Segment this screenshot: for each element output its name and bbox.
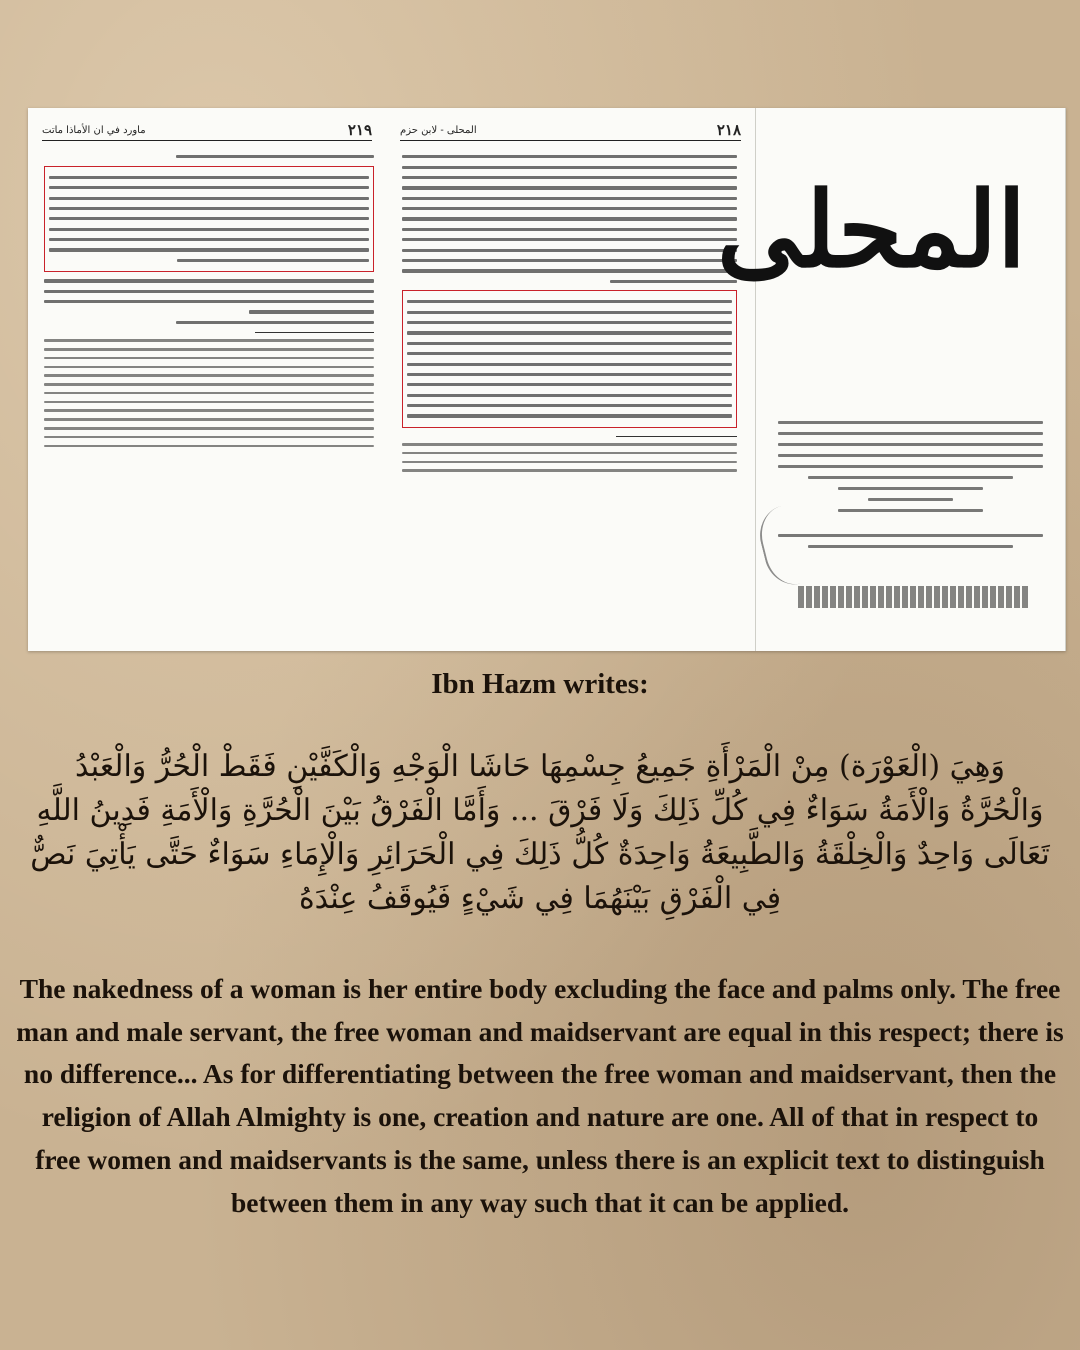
book-page-219: [28, 108, 386, 651]
page-number-219: ٢١٩: [347, 121, 372, 139]
book-title-calligraphy: المحلى: [717, 168, 1026, 291]
publisher-stamp: [798, 586, 1029, 608]
book-scan-image: [28, 108, 1066, 651]
highlighted-passage-219: [44, 166, 374, 273]
running-head-text-218: المحلى - لابن حزم: [400, 124, 477, 136]
caption: Ibn Hazm writes:: [431, 668, 649, 700]
highlighted-passage-218: [402, 290, 737, 428]
book-page-218: [386, 108, 756, 651]
footnotes-219: [44, 339, 374, 447]
running-head-218: [400, 120, 741, 141]
page-number-218: ٢١٨: [716, 121, 741, 139]
arabic-quote: وَهِيَ (الْعَوْرَة) مِنْ الْمَرْأَةِ جَمِيعُ جِسْمِهَا حَاشَا الْوَجْهِ وَالْكَفَّيْنِ فَقَطْ الْحُرُّ وَالْعَبْدُ وَالْحُرَّةُ وَالْأَمَةُ سَوَاءٌ فِي كُلِّ ذَلِكَ وَلَا فَرْقَ ... وَأَمَّا الْفَرْقُ بَيْنَ الْحُرَّةِ وَالْأَمَةِ فَدِينُ اللَّهِ تَعَالَى وَاحِدٌ وَالْخِلْقَةُ وَالطَّبِيعَةُ وَاحِدَةٌ كُلُّ ذَلِكَ فِي الْحَرَائِرِ وَالْإِمَاءِ سَوَاءٌ حَتَّى يَأْتِيَ نَصٌّ فِي الْفَرْقِ بَيْنَهُمَا فِي شَيْءٍ فَيُوقَفُ عِنْدَهُ: [30, 749, 1050, 916]
footnotes-218: [402, 443, 737, 472]
english-translation: The nakedness of a woman is her entire body excluding the face and palms only. The free man and male servant, the free woman and maidservant are equal in this respect; there is no difference... As for differentiating between the free woman and maidservant, then the religion of Allah Almighty is one, creation and nature are one. All of that in respect to free women and maidservants is the same, unless there is an explicit text to distinguish between them in any way such that it can be applied.: [16, 973, 1064, 1218]
running-head-219: [42, 120, 372, 141]
running-head-text-219: ماورد في ان الأماذا ماتت: [42, 124, 146, 136]
